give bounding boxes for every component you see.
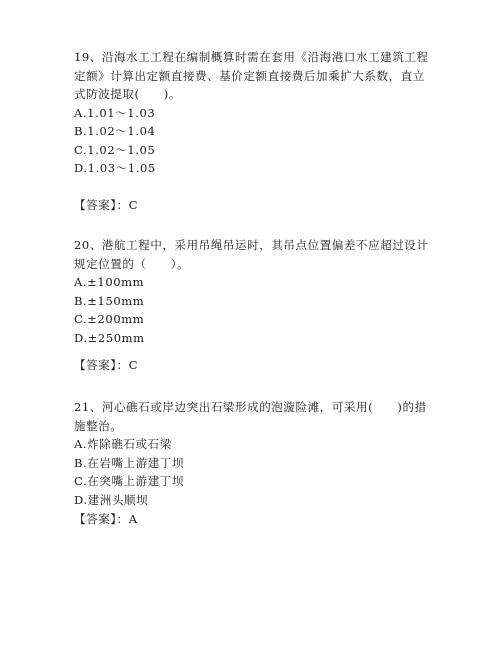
option-c: C.±200mm xyxy=(74,312,145,326)
option-b: B.1.02～1.04 xyxy=(74,124,156,138)
answer-21: 【答案】：A xyxy=(74,512,138,526)
option-a: A.1.01～1.03 xyxy=(74,105,156,120)
question-stem: 21、河心礁石或岸边突出石梁形成的泡漩险滩，可采用( )的措施整治。 xyxy=(74,400,427,433)
question-20 xyxy=(74,236,434,347)
option-d: D.1.03～1.05 xyxy=(74,161,156,175)
option-a: A.炸除礁石或石梁 xyxy=(74,437,172,451)
question-stem: 19、沿海水工工程在编制概算时需在套用《沿海港口水工建筑工程定额》计算出定额直接费、基价定额直接费后加乘扩大系数，直立式防波提取( )。 xyxy=(74,50,429,101)
option-d: D.±250mm xyxy=(74,330,145,345)
option-d: D.建洲头顺坝 xyxy=(74,492,149,507)
option-c: C.1.02～1.05 xyxy=(74,142,156,157)
option-b: B.±150mm xyxy=(74,293,145,308)
option-c: C.在突嘴上游建丁坝 xyxy=(74,474,185,488)
question-19 xyxy=(74,48,434,178)
option-b: B.在岩嘴上游建丁坝 xyxy=(74,455,185,470)
option-a: A.±100mm xyxy=(74,275,145,289)
answer-20: 【答案】：C xyxy=(74,358,139,372)
question-21 xyxy=(74,398,434,509)
question-stem: 20、港航工程中，采用吊绳吊运时，其吊点位置偏差不应超过设计规定位置的（ ）。 xyxy=(74,238,429,271)
answer-19: 【答案】：C xyxy=(74,198,139,212)
